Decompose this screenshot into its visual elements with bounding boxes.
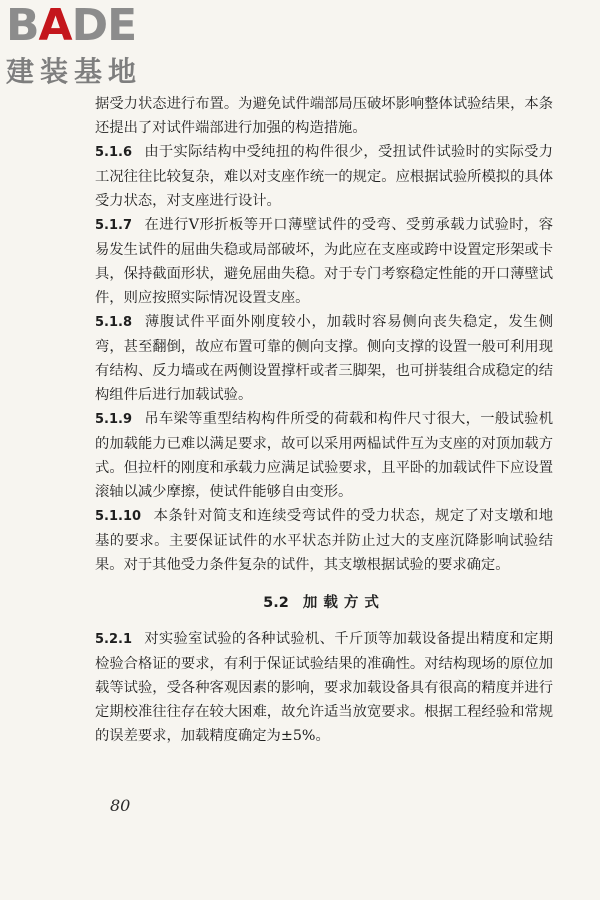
clause-5-1-6 — [95, 140, 553, 213]
clause-text: 本条针对简支和连续受弯试件的受力状态，规定了对支墩和地基的要求。主要保证试件的水平状态并防止过大的支座沉降影响试验结果。对于其他受力条件复杂的试件，其支墩根据试验的要求确定。 — [95, 508, 553, 573]
bade-logo — [6, 0, 176, 94]
intro-paragraph: 据受力状态进行布置。为避免试件端部局压破坏影响整体试验结果，本条还提出了对试件端部进行加强的构造措施。 — [95, 96, 553, 136]
clause-number: 5.1.10 — [95, 509, 142, 524]
clause-text: 薄腹试件平面外刚度较小，加载时容易侧向丧失稳定，发生侧弯，甚至翻倒，故应布置可靠的侧向支撑。侧向支撑的设置一般可利用现有结构、反力墙或在两侧设置撑杆或者三脚架，也可拼装组合成稳定的结构组件后进行加载试验。 — [95, 314, 553, 403]
clause-number: 5.1.6 — [95, 145, 133, 160]
clause-5-1-8 — [95, 310, 553, 407]
clause-text: 在进行V形折板等开口薄壁试件的受弯、受剪承载力试验时，容易发生试件的屈曲失稳或局部破坏，为此应在支座或跨中设置定形架或卡具，保持截面形状，避免屈曲失稳。对于专门考察稳定性能的开口薄壁试件，则应按照实际情况设置支座。 — [95, 217, 553, 306]
clause-text: 对实验室试验的各种试验机、千斤顶等加载设备提出精度和定期检验合格证的要求，有利于保证试验结果的准确性。对结构现场的原位加载等试验，受各种客观因素的影响，要求加载设备具有很高的精度并进行定期校准往往存在较大困难，故允许适当放宽要求。根据工程经验和常规的误差要求，加载精度确定为±5%。 — [95, 631, 553, 744]
page-body — [95, 92, 553, 748]
clause-number: 5.1.8 — [95, 315, 133, 330]
clause-5-1-9 — [95, 407, 553, 504]
section-heading — [95, 591, 553, 615]
section-number: 5.2 — [263, 595, 289, 611]
logo-wordmark: BADE — [6, 0, 137, 51]
clause-number: 5.1.7 — [95, 218, 133, 233]
clause-text: 吊车梁等重型结构构件所受的荷载和构件尺寸很大，一般试验机的加载能力已难以满足要求，故可以采用两榀试件互为支座的对顶加载方式。但拉杆的刚度和承载力应满足试验要求，且平卧的加载试件下应设置滚轴以减少摩擦，使试件能够自由变形。 — [95, 411, 553, 500]
clause-number: 5.1.9 — [95, 412, 133, 427]
logo-subtitle: 建装基地 — [6, 55, 143, 88]
clause-5-1-7 — [95, 213, 553, 310]
page-number: 80 — [110, 796, 131, 815]
clause-text: 由于实际结构中受纯扭的构件很少，受扭试件试验时的实际受力工况往往比较复杂，难以对支座作统一的规定。应根据试验所模拟的具体受力状态，对支座进行设计。 — [95, 144, 553, 209]
clause-5-2-1 — [95, 627, 553, 748]
clause-5-1-10 — [95, 504, 553, 577]
section-title: 加载方式 — [302, 594, 385, 611]
clause-number: 5.2.1 — [95, 632, 133, 647]
